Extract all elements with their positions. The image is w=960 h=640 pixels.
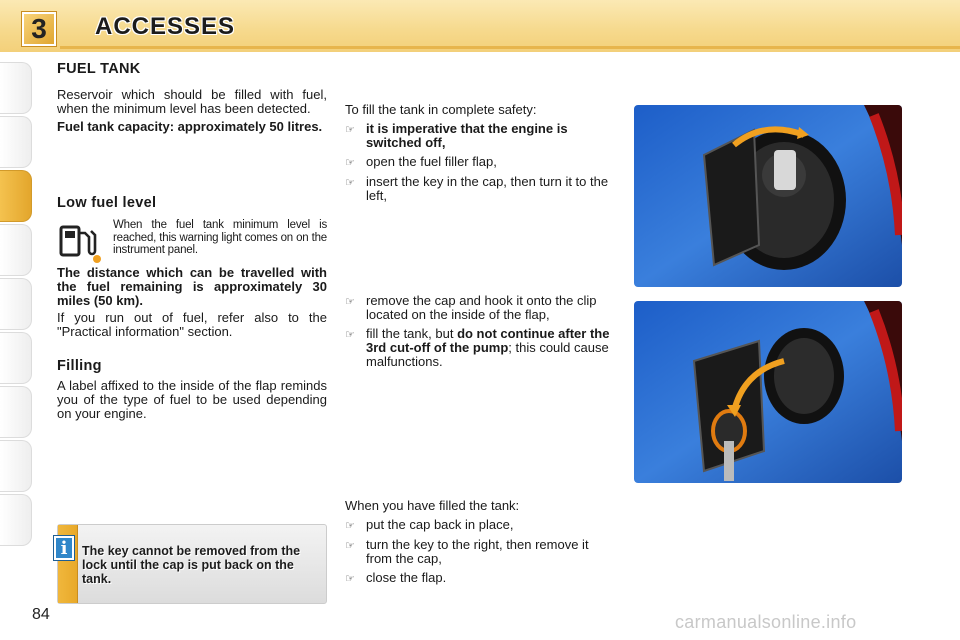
chapter-tab-5[interactable] — [0, 278, 32, 330]
chapter-tab-1[interactable] — [0, 62, 32, 114]
header-rule — [60, 46, 960, 49]
chapter-tabs — [0, 62, 34, 548]
fuel-tank-capacity: Fuel tank capacity: approximately 50 litres. — [57, 119, 323, 134]
chapter-badge: 3 — [22, 12, 56, 46]
safety-steps — [345, 103, 617, 203]
fill-post: ; this could cause malfunctions. — [366, 340, 609, 369]
pointing-hand-icon: ☞ — [345, 329, 355, 341]
chapter-tab-9[interactable] — [0, 494, 32, 546]
chapter-tab-2[interactable] — [0, 116, 32, 168]
after-step-2 — [345, 538, 617, 566]
after-step-text: close the flap. — [366, 570, 447, 585]
fill-pre: fill the tank, but — [366, 326, 458, 341]
after-step-text: turn the key to the right, then remove it from the cap, — [366, 537, 589, 566]
low-fuel-run-out: If you run out of fuel, refer also to the "Practical information" section. — [57, 310, 327, 339]
chapter-tab-8[interactable] — [0, 440, 32, 492]
pointing-hand-icon: ☞ — [345, 296, 355, 308]
safety-intro: To fill the tank in complete safety: — [345, 102, 537, 117]
low-fuel-warning-block — [57, 219, 327, 265]
pointing-hand-icon: ☞ — [345, 540, 355, 552]
watermark: carmanualsonline.info — [675, 612, 857, 632]
safety-step-2 — [345, 155, 617, 170]
fuel-tank-heading: FUEL TANK — [57, 61, 141, 77]
pointing-hand-icon: ☞ — [345, 124, 355, 136]
pointing-hand-icon: ☞ — [345, 573, 355, 585]
filling-heading: Filling — [57, 358, 102, 374]
after-intro: When you have filled the tank: — [345, 498, 520, 513]
after-step-3 — [345, 571, 617, 586]
fuel-pump-icon — [57, 219, 103, 265]
fuel-cap-hooked-photo — [634, 301, 902, 483]
chapter-tab-3-active[interactable] — [0, 170, 32, 222]
refuel-step-text — [366, 327, 617, 369]
page-title: ACCESSES — [95, 13, 236, 40]
refuel-step-text: remove the cap and hook it onto the clip located on the inside of the flap, — [366, 293, 597, 322]
low-fuel-distance: The distance which can be travelled with the fuel remaining is approximately 30 miles (50 km). — [57, 265, 327, 308]
refuel-step-remove — [345, 294, 617, 322]
chapter-tab-6[interactable] — [0, 332, 32, 384]
left-column — [57, 62, 327, 421]
page-header — [0, 0, 960, 52]
fill-warning: do not continue after the 3rd cut-off of the pump — [366, 326, 610, 355]
safety-step-text: open the fuel filler flap, — [366, 154, 497, 169]
fuel-tank-intro: Reservoir which should be filled with fuel, when the minimum level has been detected. — [57, 87, 327, 116]
fuel-cap-open-photo — [634, 105, 902, 287]
safety-step-1 — [345, 122, 617, 150]
after-step-text: put the cap back in place, — [366, 517, 514, 532]
refuel-step-fill — [345, 327, 617, 369]
after-step-1 — [345, 518, 617, 533]
filling-label-text: A label affixed to the inside of the flap reminds you of the type of fuel to be used depending on your engine. — [57, 378, 327, 421]
pointing-hand-icon: ☞ — [345, 177, 355, 189]
pointing-hand-icon: ☞ — [345, 157, 355, 169]
chapter-tab-7[interactable] — [0, 386, 32, 438]
pointing-hand-icon: ☞ — [345, 520, 355, 532]
safety-step-text: it is imperative that the engine is switched off, — [366, 121, 568, 150]
info-icon: i — [54, 536, 74, 560]
after-steps — [345, 499, 617, 586]
safety-step-text: insert the key in the cap, then turn it to the left, — [366, 174, 609, 203]
page-number: 84 — [32, 606, 50, 623]
info-text: The key cannot be removed from the lock until the cap is put back on the tank. — [82, 544, 301, 586]
low-fuel-warning: When the fuel tank minimum level is reached, this warning light comes on on the instrument panel. — [113, 219, 327, 256]
safety-step-3 — [345, 175, 617, 203]
low-fuel-heading: Low fuel level — [57, 195, 157, 211]
chapter-tab-4[interactable] — [0, 224, 32, 276]
refuel-steps — [345, 294, 617, 369]
